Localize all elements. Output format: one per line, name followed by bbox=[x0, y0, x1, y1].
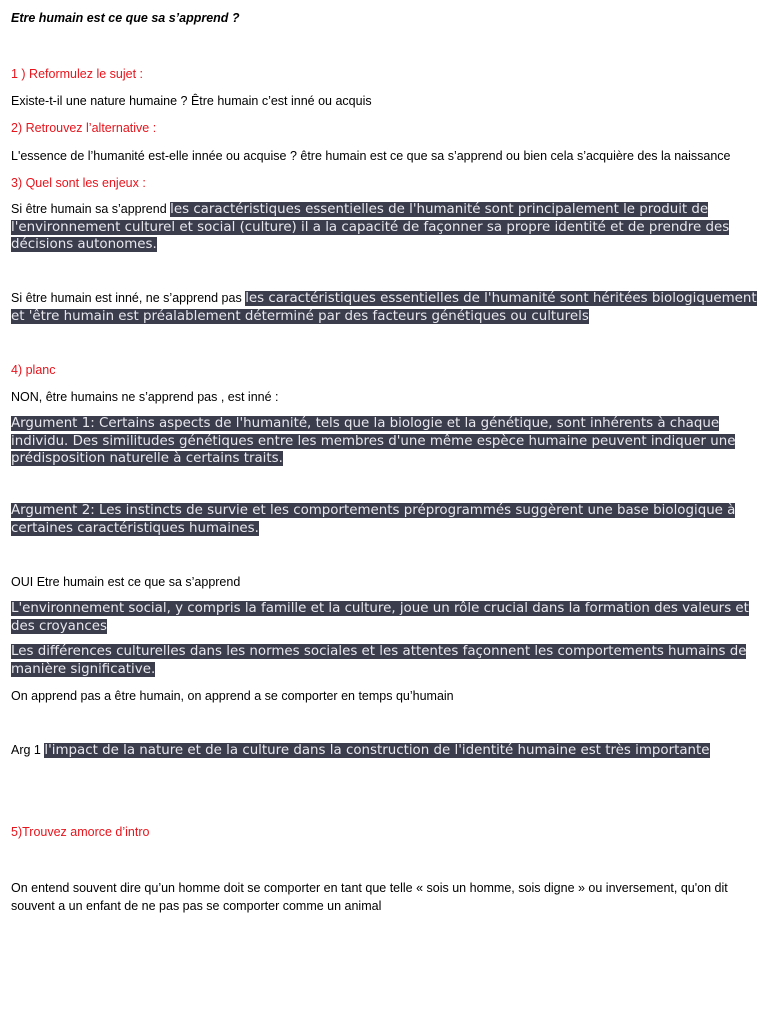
oui-point1-highlight: L'environnement social, y compris la famille et la culture, joue un rôle crucial dans la formation des valeurs et des croyances bbox=[11, 601, 749, 634]
section5-text: On entend souvent dire qu’un homme doit se comporter en tant que telle « sois un homme, sois digne » ou inversement, qu'on dit souvent a un enfant de ne pas pas se comporter comme un animal bbox=[11, 881, 728, 913]
section2-heading: 2) Retrouvez l’alternative : bbox=[11, 121, 157, 135]
section1-text: Existe-t-il une nature humaine ? Être humain c’est inné ou acquis bbox=[11, 94, 372, 108]
section3-heading: 3) Quel sont les enjeux : bbox=[11, 176, 146, 190]
section1-heading: 1 ) Reformulez le sujet : bbox=[11, 67, 143, 81]
argument-2 bbox=[11, 502, 757, 537]
arg1-paragraph bbox=[11, 742, 757, 760]
argument2-highlight: Argument 2: Les instincts de survie et les comportements préprogrammés suggèrent une base biologique à certaines caractéristiques humaines. bbox=[11, 503, 736, 536]
argument1-highlight: Argument 1: Certains aspects de l'humanité, tels que la biologie et la génétique, sont inhérents à chaque individu. Des similitudes génétiques entre les membres d'une même espèce humaine peuvent indiquer une prédisposition naturelle à certains traits. bbox=[11, 416, 736, 466]
argument-1 bbox=[11, 415, 757, 468]
oui-point2-highlight: Les différences culturelles dans les normes sociales et les attentes façonnent les comportements humains de manière significative. bbox=[11, 644, 747, 677]
enjeu2-prefix: Si être humain est inné, ne s’apprend pas bbox=[11, 291, 246, 305]
enjeu-paragraph-1 bbox=[11, 201, 757, 254]
arg1-highlight: l'impact de la nature et de la culture dans la construction de l'identité humaine est très importante bbox=[44, 743, 710, 758]
oui-heading: OUI Etre humain est ce que sa s’apprend bbox=[11, 575, 241, 589]
non-heading: NON, être humains ne s’apprend pas , est inné : bbox=[11, 390, 279, 404]
enjeu1-prefix: Si être humain sa s’apprend bbox=[11, 202, 171, 216]
section5-heading: 5)Trouvez amorce d’intro bbox=[11, 825, 150, 839]
section2-text: L'essence de l’humanité est-elle innée ou acquise ? être humain est ce que sa s’apprend ou bien cela s’acquière des la naissance bbox=[11, 149, 731, 163]
oui-note: On apprend pas a être humain, on apprend a se comporter en temps qu’humain bbox=[11, 689, 454, 703]
enjeu1-highlight: les caractéristiques essentielles de l'humanité sont principalement le produit de l'environnement culturel et social (culture) il a la capacité de façonner sa propre identité et de prendre des décisions autonomes. bbox=[11, 202, 730, 252]
arg1-prefix: Arg 1 bbox=[11, 743, 45, 757]
oui-point-2 bbox=[11, 643, 757, 678]
enjeu-paragraph-2 bbox=[11, 290, 757, 325]
enjeu2-highlight: les caractéristiques essentielles de l'humanité sont héritées biologiquement et 'être humain est préalablement déterminé par des facteurs génétiques ou culturels bbox=[11, 291, 757, 324]
section4-heading: 4) planc bbox=[11, 363, 56, 377]
document-title: Etre humain est ce que sa s’apprend ? bbox=[11, 11, 240, 25]
oui-point-1 bbox=[11, 600, 757, 635]
